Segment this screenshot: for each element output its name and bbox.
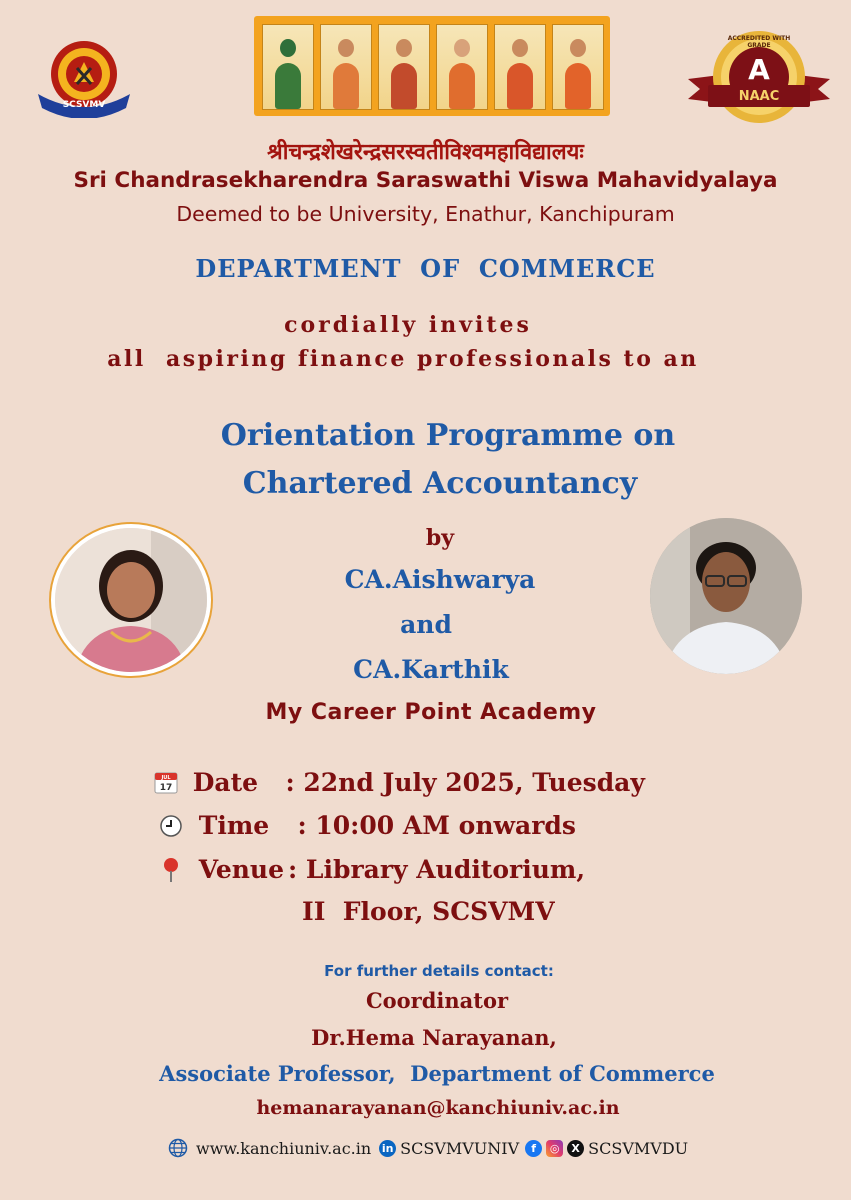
svg-text:17: 17 xyxy=(159,783,173,793)
website-link[interactable]: www.kanchiuniv.ac.in xyxy=(196,1138,372,1158)
saint-portrait-3 xyxy=(378,24,430,110)
coordinator-name: Dr.Hema Narayanan, xyxy=(311,1025,557,1050)
venue-line-2: II Floor, SCSVMV xyxy=(302,897,555,926)
speaker-1-name: CA.Aishwarya xyxy=(344,565,536,594)
clock-icon xyxy=(160,814,190,840)
x-handle[interactable]: SCSVMVDU xyxy=(588,1138,689,1158)
time-value: : 10:00 AM onwards xyxy=(297,811,576,840)
location-pin-icon xyxy=(162,857,190,884)
saint-portrait-6 xyxy=(552,24,604,110)
saint-portrait-4 xyxy=(436,24,488,110)
event-title-line-1: Orientation Programme on xyxy=(220,418,676,453)
date-value: : 22nd July 2025, Tuesday xyxy=(285,768,645,797)
speaker-2-name: CA.Karthik xyxy=(353,655,509,684)
invite-line-2: all aspiring finance professionals to an xyxy=(107,346,699,372)
calendar-icon xyxy=(154,770,184,797)
x-icon[interactable]: X xyxy=(567,1140,584,1157)
date-row xyxy=(154,768,645,797)
svg-text:JUL: JUL xyxy=(161,775,171,781)
contact-heading: For further details contact: xyxy=(324,962,554,980)
globe-icon xyxy=(168,1138,188,1158)
linkedin-handle[interactable]: SCSVMVUNIV xyxy=(400,1138,520,1158)
venue-value: : Library Auditorium, xyxy=(288,855,586,884)
logo-text: SCSVMV xyxy=(62,100,106,110)
date-label: Date xyxy=(192,768,259,797)
badge-label: NAAC xyxy=(738,89,780,104)
coordinator-designation: Associate Professor, Department of Commerce xyxy=(159,1061,715,1086)
saint-portrait-1 xyxy=(262,24,314,110)
saints-banner xyxy=(254,16,610,116)
venue-label: Venue xyxy=(198,855,284,884)
event-title-line-2: Chartered Accountancy xyxy=(242,466,638,501)
saint-portrait-5 xyxy=(494,24,546,110)
coordinator-email[interactable]: hemanarayanan@kanchiuniv.ac.in xyxy=(256,1097,620,1119)
university-subtitle: Deemed to be University, Enathur, Kanchipuram xyxy=(176,202,675,226)
invite-line-1: cordially invites xyxy=(284,312,532,338)
by-text: by xyxy=(425,525,455,551)
venue-row xyxy=(162,855,585,884)
badge-grade: A xyxy=(748,53,770,86)
naac-badge xyxy=(686,27,832,127)
academy-name: My Career Point Academy xyxy=(265,700,597,725)
instagram-icon[interactable]: ◎ xyxy=(546,1140,563,1157)
saint-portrait-2 xyxy=(320,24,372,110)
linkedin-icon[interactable]: in xyxy=(379,1140,396,1157)
and-text: and xyxy=(400,610,452,639)
time-row xyxy=(160,811,576,840)
university-name: Sri Chandrasekharendra Saraswathi Viswa Mahavidyalaya xyxy=(73,168,778,193)
sanskrit-title: श्रीचन्द्रशेखरेन्द्रसरस्वतीविश्वमहाविद्यालयः xyxy=(267,139,584,165)
facebook-icon[interactable]: f xyxy=(525,1140,542,1157)
footer-social xyxy=(168,1138,688,1158)
coordinator-role: Coordinator xyxy=(365,988,509,1013)
time-label: Time xyxy=(198,811,270,840)
department-heading: DEPARTMENT OF COMMERCE xyxy=(195,254,656,283)
badge-ring-text: ACCREDITED WITH GRADE xyxy=(727,35,791,49)
university-logo xyxy=(34,38,134,118)
